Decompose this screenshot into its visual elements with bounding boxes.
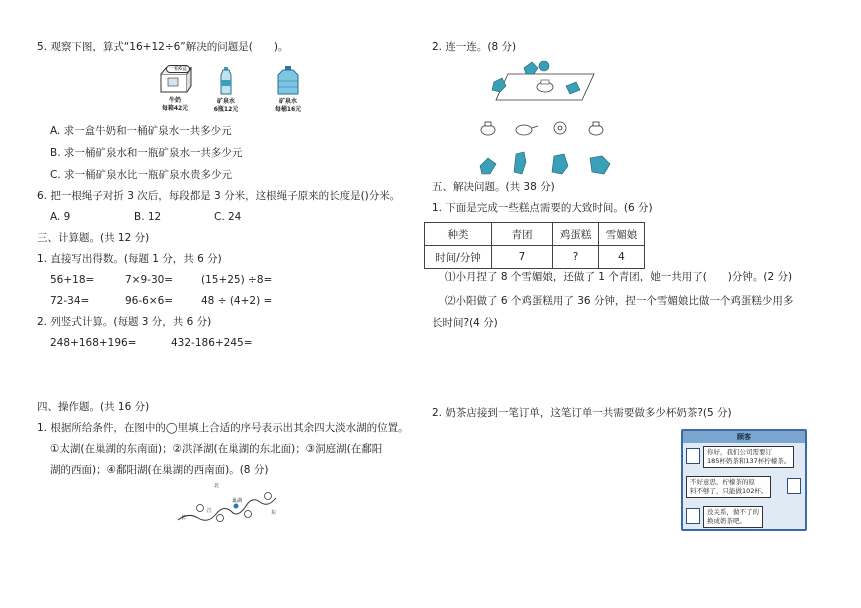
table-cell: 4 <box>599 246 645 269</box>
bubble-line: 你好，我们公司需要订 <box>707 448 772 456</box>
table-cell: 雪媚娘 <box>599 223 645 246</box>
bubble-line: 185杯奶茶和137杯柠檬茶。 <box>707 457 791 465</box>
barrel-price: 每桶16元 <box>274 106 302 113</box>
barrel-name: 矿泉水 <box>278 98 297 105</box>
table-cell: 时间/分钟 <box>425 246 492 269</box>
customer-dialog-panel <box>681 429 807 531</box>
milk-price: 每箱42元 <box>161 105 189 112</box>
q5-option-b: B. 求一桶矿泉水和一瓶矿泉水一共多少元 <box>50 147 243 159</box>
clerk-avatar <box>787 478 801 494</box>
s3-q2-stem: 2. 列竖式计算。(每题 3 分，共 6 分) <box>37 316 212 328</box>
connect-stem: 2. 连一连。(8 分) <box>432 41 517 53</box>
s5-q1-sub2-line2: 长时间?(4 分) <box>432 317 498 329</box>
bubble-line: 换成奶茶吧。 <box>707 517 746 525</box>
calc-1: 56+18= <box>50 274 95 286</box>
section3-title: 三、计算题。(共 12 分) <box>37 232 150 244</box>
table-cell: 7 <box>492 246 553 269</box>
q6-option-a: A. 9 <box>50 211 71 223</box>
map-river-label-2: 江 <box>207 508 213 514</box>
q5-option-a: A. 求一盒牛奶和一桶矿泉水一共多少元 <box>50 125 232 137</box>
vertical-calc-2: 432-186+245= <box>171 337 253 349</box>
s4-q1-line2: ①太湖(在巢湖的东南面)；②洪泽湖(在巢湖的东北面)；③洞庭湖(在鄱阳 <box>50 443 383 455</box>
table-header-row <box>425 223 645 246</box>
table-cell: 种类 <box>425 223 492 246</box>
q6-option-b: B. 12 <box>134 211 162 223</box>
s5-q1-stem: 1. 下面是完成一些糕点需要的大致时间。(6 分) <box>432 202 653 214</box>
milk-name: 牛奶 <box>168 97 181 104</box>
map-east-label: 东 <box>271 510 277 516</box>
table-cell: 青团 <box>492 223 553 246</box>
q6-option-c: C. 24 <box>214 211 242 223</box>
q5-option-c: C. 求一桶矿泉水比一瓶矿泉水贵多少元 <box>50 169 233 181</box>
customer-bubble-2 <box>703 506 763 528</box>
section5-title: 五、解决问题。(共 38 分) <box>432 181 555 193</box>
water-barrel-icon <box>276 66 300 96</box>
bubble-line: 不好意思，柠檬茶的原 <box>690 478 755 486</box>
s4-q1-line3: 湖的西面)；④鄱阳湖(在巢湖的西南面)。(8 分) <box>50 464 269 476</box>
vertical-calc-1: 248+168+196= <box>50 337 137 349</box>
river-map-drawing <box>176 488 286 528</box>
milk-tag: 一箱6盒 <box>166 65 190 73</box>
table-cell: 鸡蛋糕 <box>553 223 599 246</box>
children-row <box>478 148 614 176</box>
s5-q1-sub2-line1: ⑵小阳做了 6 个鸡蛋糕用了 36 分钟，捏一个雪媚娘比做一个鸡蛋糕少用多 <box>445 295 794 307</box>
s3-q1-stem: 1. 直接写出得数。(每题 1 分，共 6 分) <box>37 253 222 265</box>
water-bottle-icon <box>219 66 233 96</box>
section4-title: 四、操作题。(共 16 分) <box>37 401 150 413</box>
customer-avatar <box>686 448 700 464</box>
map-river-label-1: 长 <box>181 515 187 521</box>
bubble-line: 料不够了，只能做102杯。 <box>690 487 768 495</box>
bottle-name: 矿泉水 <box>216 98 235 105</box>
q6-stem: 6. 把一根绳子对折 3 次后，每段都是 3 分米，这根绳子原来的长度是()分米。 <box>37 190 401 202</box>
calc-3: (15+25) ÷8= <box>201 274 273 286</box>
customer-avatar-2 <box>686 508 700 524</box>
panel-title: 顾客 <box>683 431 805 443</box>
s5-q2-stem: 2. 奶茶店接到一笔订单，这笔订单一共需要做多少杯奶茶?(5 分) <box>432 407 732 419</box>
bubble-line: 没关系，做不了的 <box>707 508 759 516</box>
q5-stem: 5. 观察下图，算式“16+12÷6”解决的问题是( )。 <box>37 41 289 53</box>
shop-bubble <box>686 476 771 498</box>
calc-2: 7×9-30= <box>125 274 174 286</box>
table-cell: ? <box>553 246 599 269</box>
calc-6: 48 ÷ (4+2) = <box>201 295 273 307</box>
map-lake-label: 巢湖 <box>232 498 243 504</box>
viewpoint-diagram <box>490 60 600 110</box>
map-north-label: 北 <box>214 483 220 489</box>
table-row <box>425 246 645 269</box>
s5-q1-sub1: ⑴小月捏了 8 个雪媚娘，还做了 1 个青团，她一共用了( )分钟。(2 分) <box>445 271 793 283</box>
s4-q1-line1: 1. 根据所给条件，在图中的◯里填上合适的序号表示出其余四大淡水湖的位置。 <box>37 422 409 434</box>
calc-4: 72-34= <box>50 295 90 307</box>
bottle-price: 6瓶12元 <box>213 106 239 113</box>
calc-5: 96-6×6= <box>125 295 174 307</box>
teapot-views <box>478 116 608 140</box>
customer-bubble-1 <box>703 446 794 468</box>
cake-time-table <box>424 222 645 269</box>
